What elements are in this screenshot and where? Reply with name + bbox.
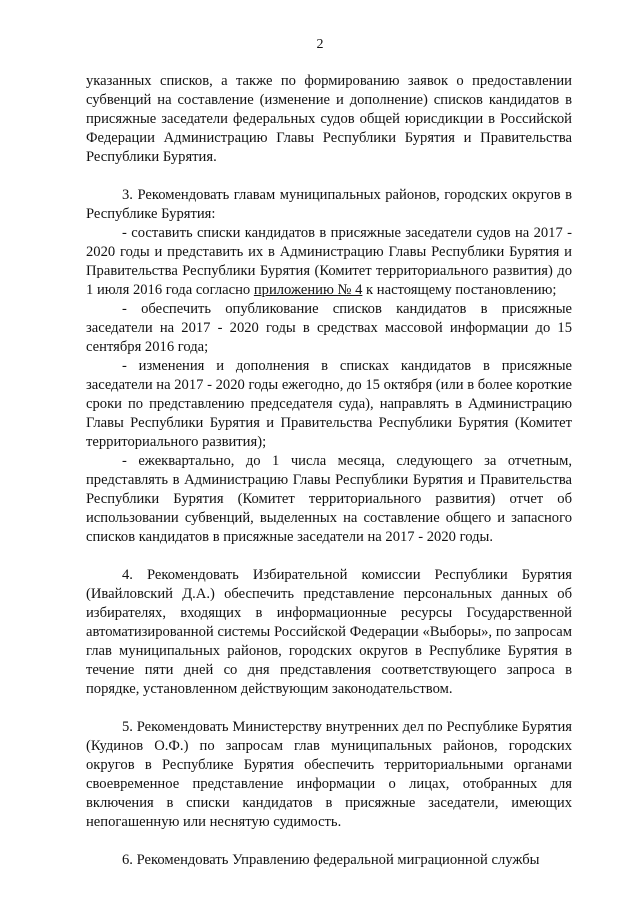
item-text-before-link: - составить списки кандидатов в присяжные заседатели судов на 2017 - 2020 годы и представить их в Администрацию Главы Республики Бурятия и Правительства Республики Бурятия (Комитет территориального развития) до 1 июля 2016 года согласно [86, 225, 572, 298]
paragraph-6: 6. Рекомендовать Управлению федеральной миграционной службы [122, 852, 540, 868]
paragraph-3-item-quarterly-report: - ежеквартально, до 1 числа месяца, следующего за отчетным, представлять в Администрацию Главы Республики Бурятия и Правительства Республики Бурятия (Комитет территориального развития) отчет об использовании субвенций, выделенных на составление общего и запасного списков кандидатов в присяжные заседатели на 2017 - 2020 годы. [86, 453, 572, 545]
paragraph-4: 4. Рекомендовать Избирательной комиссии Республики Бурятия (Ивайловский Д.А.) обеспечить представление персональных данных об избирателях, входящих в информационные ресурсы Государственной автоматизированной системы Российской Федерации «Выборы», по запросам глав муниципальных районов, городских округов в Республике Бурятия в течение пяти дней со дня представления соответствующего запроса в порядке, установленном действующим законодательством. [86, 567, 572, 697]
document-body [86, 72, 572, 870]
paragraph-gap [86, 167, 572, 186]
paragraph-3-item-publish-lists: - обеспечить опубликование списков кандидатов в присяжные заседатели на 2017 - 2020 годы в средствах массовой информации до 15 сентября 2016 года; [86, 301, 572, 355]
paragraph-gap [86, 699, 572, 718]
paragraph-5: 5. Рекомендовать Министерству внутренних дел по Республике Бурятия (Кудинов О.Ф.) по запросам глав муниципальных районов, городских округов в Республике Бурятия обеспечить территориальными органами своевременное представление информации о лицах, отобранных для включения в списки кандидатов в присяжные заседатели, имеющих непогашенную или неснятую судимость. [86, 719, 572, 830]
page-number: 2 [316, 37, 324, 52]
appendix-4-link[interactable]: приложению № 4 [253, 282, 363, 298]
paragraph-3-heading: 3. Рекомендовать главам муниципальных районов, городских округов в Республике Бурятия: [86, 187, 572, 222]
item-text-after-link: к настоящему постановлению; [362, 282, 557, 298]
paragraph-gap [86, 832, 572, 851]
paragraph-3-item-compose-lists [86, 224, 572, 300]
paragraph-3-item-changes: - изменения и дополнения в списках кандидатов в присяжные заседатели на 2017 - 2020 годы ежегодно, до 15 октября (или в более короткие сроки по представлению председателя суда), направлять в Администрацию Главы Республики Бурятия и Правительства Республики Бурятия (Комитет территориального развития); [86, 358, 572, 450]
paragraph-intro: указанных списков, а также по формированию заявок о предоставлении субвенций на составление (изменение и дополнение) списков кандидатов в присяжные заседатели федеральных судов общей юрисдикции в Российской Федерации Администрацию Главы Республики Бурятия и Правительства Республики Бурятия. [86, 73, 572, 165]
paragraph-gap [86, 547, 572, 566]
